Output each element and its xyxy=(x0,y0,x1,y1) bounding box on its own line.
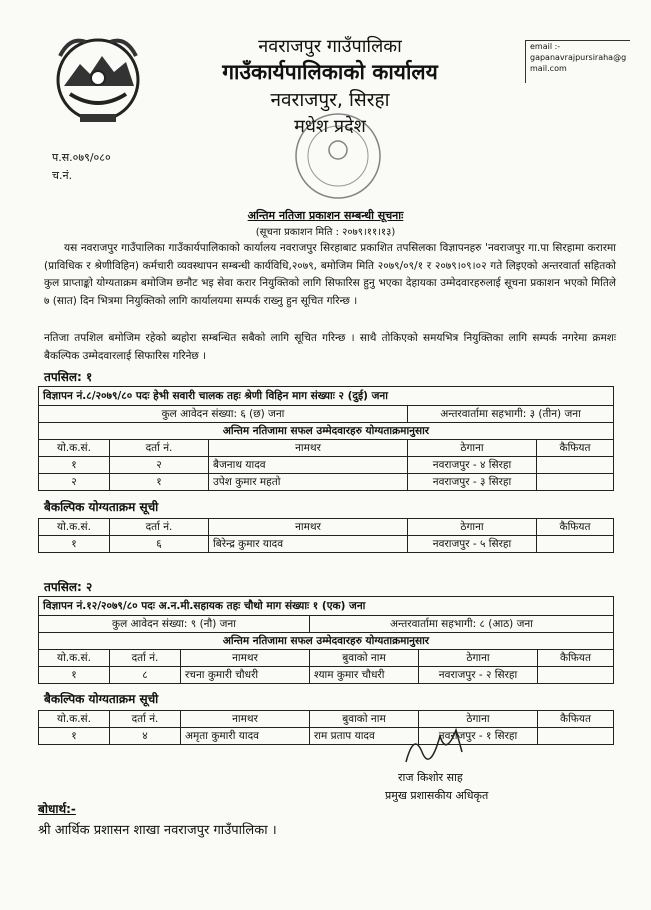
cell: नवराजपुर - ३ सिरहा xyxy=(408,474,537,491)
cell: रचना कुमारी चौधरी xyxy=(181,667,310,684)
col-header: नामथर xyxy=(209,440,408,457)
cell: नवराजपुर - २ सिरहा xyxy=(419,667,538,684)
cell: ६ xyxy=(110,536,209,553)
cell xyxy=(538,728,614,745)
cell: १ xyxy=(39,457,110,474)
adv-2-applicants: कुल आवेदन संख्या: ९ (नौ) जना xyxy=(39,616,310,633)
schedule-2-alt-heading: बैकल्पिक योग्यताक्रम सूची xyxy=(44,692,159,706)
office-stamp-icon xyxy=(290,108,386,204)
col-header: ठेगाना xyxy=(408,519,537,536)
adv-1-final-heading: अन्तिम नतिजामा सफल उम्मेदवारहरु योग्यताक्रमानुसार xyxy=(39,423,614,440)
col-header: यो.क.सं. xyxy=(39,711,110,728)
col-header: दर्ता नं. xyxy=(110,519,209,536)
col-header: ठेगाना xyxy=(419,711,538,728)
schedule-1-alt-table xyxy=(38,518,614,553)
cell: नवराजपुर - १ सिरहा xyxy=(419,728,538,745)
office-location: नवराजपुर, सिरहा xyxy=(270,89,390,111)
cell: बिरेन्द्र कुमार यादव xyxy=(209,536,408,553)
schedule-1-alt-heading: बैकल्पिक योग्यताक्रम सूची xyxy=(44,500,159,514)
table-row xyxy=(39,457,614,474)
cell: नवराजपुर - ५ सिरहा xyxy=(408,536,537,553)
signatory-name: राज किशोर साह xyxy=(398,771,463,784)
col-header: ठेगाना xyxy=(419,650,538,667)
signatory-post: प्रमुख प्रशासकीय अधिकृत xyxy=(385,789,489,802)
municipality-name: नवराजपुर गाउँपालिका xyxy=(258,36,402,57)
cell: १ xyxy=(39,667,110,684)
cell: ४ xyxy=(110,728,181,745)
col-header: यो.क.सं. xyxy=(39,440,110,457)
cc-line: श्री आर्थिक प्रशासन शाखा नवराजपुर गाउँपालिका । xyxy=(38,823,277,838)
adv-1-info: विज्ञापन नं.८/२०७९/८० पदः हेभी सवारी चालक तहः श्रेणी विहिन माग संख्याः २ (दुई) जना xyxy=(39,387,614,406)
notice-paragraph-2: नतिजा तपशिल बमोजिम रहेको ब्यहोरा सम्बन्धित सबैको लागि सूचित गरिन्छ । साथै तोकिएको समयभित्र नियुक्तिका लागि सम्पर्क नगरेमा क्रमशः बैकल्पिक उम्मेदवारलाई सिफारिस गरिनेछ । xyxy=(44,332,616,362)
notice-date: (सूचना प्रकाशन मिति : २०७९।११।१३) xyxy=(255,227,396,238)
province-name: मधेश प्रदेश xyxy=(294,116,366,137)
cell: श्याम कुमार चौधरी xyxy=(310,667,419,684)
dispatch-number: च.नं. xyxy=(52,169,73,182)
col-header: नामथर xyxy=(209,519,408,536)
table-row xyxy=(39,728,614,745)
adv-2-interviewed: अन्तरवार्तामा सहभागी: ८ (आठ) जना xyxy=(310,616,614,633)
col-header: कैफियत xyxy=(538,711,614,728)
signature-icon xyxy=(400,722,470,768)
schedule-1-table xyxy=(38,386,614,491)
cell: १ xyxy=(39,728,110,745)
table-row xyxy=(39,474,614,491)
email-label: email :- xyxy=(530,42,561,51)
col-header: दर्ता नं. xyxy=(110,440,209,457)
col-header: बुवाको नाम xyxy=(310,650,419,667)
nepal-emblem-icon xyxy=(50,28,146,128)
notice-title: अन्तिम नतिजा प्रकाशन सम्बन्धी सूचनाः xyxy=(247,209,404,222)
col-header: कैफियत xyxy=(537,519,614,536)
cell: राम प्रताप यादव xyxy=(310,728,419,745)
adv-2-final-heading: अन्तिम नतिजामा सफल उम्मेदवारहरु योग्यताक्रमानुसार xyxy=(39,633,614,650)
letter-number: प.स.०७९/०८० xyxy=(52,151,111,164)
cell: अमृता कुमारी यादव xyxy=(181,728,310,745)
cell: २ xyxy=(39,474,110,491)
cell: ८ xyxy=(110,667,181,684)
cc-label: बोधार्थ:- xyxy=(38,802,76,816)
cell xyxy=(537,536,614,553)
cell xyxy=(538,667,614,684)
email-box xyxy=(525,40,630,83)
col-header: दर्ता नं. xyxy=(110,711,181,728)
schedule-2-label: तपसिल: २ xyxy=(44,580,93,594)
email-value: gapanavrajpursiraha@gmail.com xyxy=(530,53,627,73)
cell: १ xyxy=(39,536,110,553)
cell xyxy=(537,474,614,491)
schedule-2-alt-table xyxy=(38,710,614,745)
adv-1-interviewed: अन्तरवार्तामा सहभागी: ३ (तीन) जना xyxy=(408,406,614,423)
cell: उपेश कुमार महतो xyxy=(209,474,408,491)
col-header: कैफियत xyxy=(538,650,614,667)
cell: बैजनाथ यादव xyxy=(209,457,408,474)
table-row xyxy=(39,536,614,553)
col-header: दर्ता नं. xyxy=(110,650,181,667)
schedule-2-table xyxy=(38,596,614,684)
col-header: बुवाको नाम xyxy=(310,711,419,728)
adv-2-info: विज्ञापन नं.१२/२०७९/८० पदः अ.न.मी.सहायक तहः चौथो माग संख्याः १ (एक) जना xyxy=(39,597,614,616)
cell xyxy=(537,457,614,474)
col-header: नामथर xyxy=(181,711,310,728)
adv-1-applicants: कुल आवेदन संख्या: ६ (छ) जना xyxy=(39,406,408,423)
table-row xyxy=(39,667,614,684)
col-header: कैफियत xyxy=(537,440,614,457)
schedule-1-label: तपसिल: १ xyxy=(44,370,93,384)
notice-paragraph-1: यस नवराजपुर गाउँपालिका गाउँकार्यपालिकाको कार्यालय नवराजपुर सिरहाबाट प्रकाशित तपसिलका विज्ञापनहरु 'नवराजपुर गा.पा सिरहामा करारमा (प्राविधिक र श्रेणीविहिन) कर्मचारी व्यवस्थापन सम्बन्धी कार्यविधि,२०७९, बमोजिम मिति २०७९/०९/१ र २०७९।०९।०२ गते लिइएको अन्तरवार्ता सहितको कुल प्राप्ताङ्को योग्यताक्रम बमोजिम छनौट भइ सेवा करार नियुक्तिको लागि सिफारिस हुनु भएका देहायका उम्मेदवारहरुलाई सूचना प्रकाशन भएको मितिले ७ (सात) दिन भित्रमा नियुक्तिको लागि कार्यालयमा सम्पर्क राख्नु हुन सूचित गरिन्छ । xyxy=(44,242,616,307)
cell: नवराजपुर - ४ सिरहा xyxy=(408,457,537,474)
cell: २ xyxy=(110,457,209,474)
cell: १ xyxy=(110,474,209,491)
office-name: गाउँकार्यपालिकाको कार्यालय xyxy=(222,60,438,84)
col-header: ठेगाना xyxy=(408,440,537,457)
col-header: नामथर xyxy=(181,650,310,667)
col-header: यो.क.सं. xyxy=(39,519,110,536)
col-header: यो.क.सं. xyxy=(39,650,110,667)
